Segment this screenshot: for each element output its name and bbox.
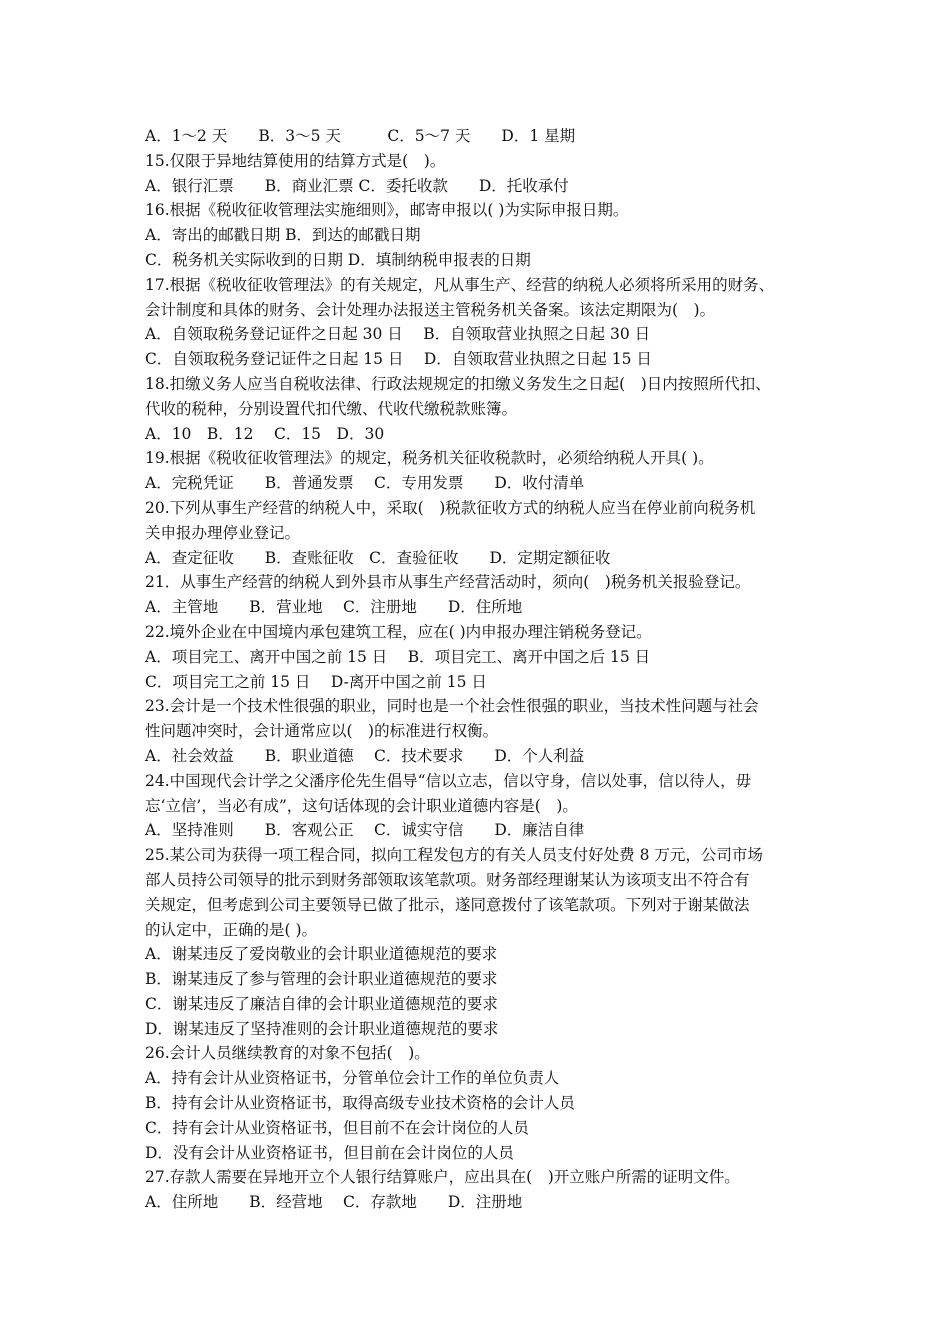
question-27: 27.存款人需要在异地开立个人银行结算账户，应出具在( )开立账户所需的证明文件。 <box>145 1168 740 1187</box>
answer-options-q22-cd: C．项目完工之前 15 日 D-离开中国之前 15 日 <box>145 672 487 691</box>
answer-options-q16-ab: A．寄出的邮戳日期 B．到达的邮戳日期 <box>145 226 421 245</box>
answer-option-q25-a: A．谢某违反了爱岗敬业的会计职业道德规范的要求 <box>145 945 498 964</box>
answer-option-q26-c: C．持有会计从业资格证书，但目前不在会计岗位的人员 <box>145 1118 529 1137</box>
answer-options-q20: A．查定征收 B．查账征收 C．查验征收 D．定期定额征收 <box>145 548 611 567</box>
question-25-line-1: 25.某公司为获得一项工程合同，拟向工程发包方的有关人员支付好处费 8 万元，公司市场 <box>145 846 763 865</box>
answer-option-q25-c: C．谢某违反了廉洁自律的会计职业道德规范的要求 <box>145 994 498 1013</box>
question-23-line-2: 性问题冲突时，会计通常应以( )的标准进行权衡。 <box>145 722 499 741</box>
question-15: 15.仅限于异地结算使用的结算方式是( )。 <box>145 151 446 170</box>
question-18-line-2: 代收的税种，分别设置代扣代缴、代收代缴税款账簿。 <box>145 399 518 418</box>
question-20-line-2: 关申报办理停业登记。 <box>145 523 301 542</box>
document-body <box>145 124 825 1215</box>
question-25-line-3: 关规定，但考虑到公司主要领导已做了批示，遂同意拨付了该笔款项。下列对于谢某做法 <box>145 895 750 914</box>
question-16: 16.根据《税收征收管理法实施细则》，邮寄申报以( )为实际申报日期。 <box>145 201 629 220</box>
question-17-line-2: 会计制度和具体的财务、会计处理办法报送主管税务机关备案。该法定期限为( )。 <box>145 300 716 319</box>
answer-options-q16-cd: C．税务机关实际收到的日期 D．填制纳税申报表的日期 <box>145 250 531 269</box>
question-26: 26.会计人员继续教育的对象不包括( )。 <box>145 1044 430 1063</box>
question-24-line-1: 24.中国现代会计学之父潘序伦先生倡导“信以立志，信以守身，信以处事，信以待人，毋 <box>145 771 752 790</box>
question-17-line-1: 17.根据《税收征收管理法》的有关规定，凡从事生产、经营的纳税人必须将所采用的财务、 <box>145 275 775 294</box>
answer-options-q22-ab: A．项目完工、离开中国之前 15 日 B．项目完工、离开中国之后 15 日 <box>145 647 651 666</box>
answer-option-q26-b: B．持有会计从业资格证书，取得高级专业技术资格的会计人员 <box>145 1094 575 1113</box>
answer-options-q24: A．坚持准则 B．客观公正 C．诚实守信 D．廉洁自律 <box>145 821 585 840</box>
question-25-line-4: 的认定中，正确的是( )。 <box>145 920 318 939</box>
question-25-line-2: 部人员持公司领导的批示到财务部领取该笔款项。财务部经理谢某认为该项支出不符合有 <box>145 870 750 889</box>
answer-options-q15: A．银行汇票 B．商业汇票 C．委托收款 D．托收承付 <box>145 176 569 195</box>
answer-options-q18: A．10 B．12 C．15 D．30 <box>145 424 385 443</box>
question-22: 22.境外企业在中国境内承包建筑工程，应在( )内申报办理注销税务登记。 <box>145 622 652 641</box>
question-23-line-1: 23.会计是一个技术性很强的职业，同时也是一个社会性很强的职业，当技术性问题与社会 <box>145 697 759 716</box>
answer-option-q26-d: D．没有会计从业资格证书，但目前在会计岗位的人员 <box>145 1143 514 1162</box>
answer-option-q26-a: A．持有会计从业资格证书，分管单位会计工作的单位负责人 <box>145 1069 560 1088</box>
question-24-line-2: 忘‘立信’，当必有成”，这句话体现的会计职业道德内容是( )。 <box>145 796 578 815</box>
question-20-line-1: 20.下列从事生产经营的纳税人中，采取( )税款征收方式的纳税人应当在停业前向税务机 <box>145 498 756 517</box>
question-21: 21．从事生产经营的纳税人到外县市从事生产经营活动时，须向( )税务机关报验登记。 <box>145 573 751 592</box>
question-18-line-1: 18.扣缴义务人应当自税收法律、行政法规规定的扣缴义务发生之日起( )日内按照所代扣、 <box>145 374 771 393</box>
answer-options-q27: A．住所地 B．经营地 C．存款地 D．注册地 <box>145 1193 523 1212</box>
answer-options-q17-ab: A．自领取税务登记证件之日起 30 日 B．自领取营业执照之日起 30 日 <box>145 325 651 344</box>
answer-options-q23: A．社会效益 B．职业道德 C．技术要求 D．个人利益 <box>145 746 585 765</box>
answer-option-q25-b: B．谢某违反了参与管理的会计职业道德规范的要求 <box>145 970 498 989</box>
answer-option-q25-d: D．谢某违反了坚持准则的会计职业道德规范的要求 <box>145 1019 499 1038</box>
answer-options-q17-cd: C．自领取税务登记证件之日起 15 日 D．自领取营业执照之日起 15 日 <box>145 350 652 369</box>
answer-options-q14: A．1～2 天 B．3～5 天 C．5～7 天 D．1 星期 <box>145 127 576 145</box>
answer-options-q21: A．主管地 B．营业地 C．注册地 D．住所地 <box>145 598 523 617</box>
answer-options-q19: A．完税凭证 B．普通发票 C．专用发票 D．收付清单 <box>145 474 585 493</box>
question-19: 19.根据《税收征收管理法》的规定，税务机关征收税款时，必须给纳税人开具( )。 <box>145 449 714 468</box>
